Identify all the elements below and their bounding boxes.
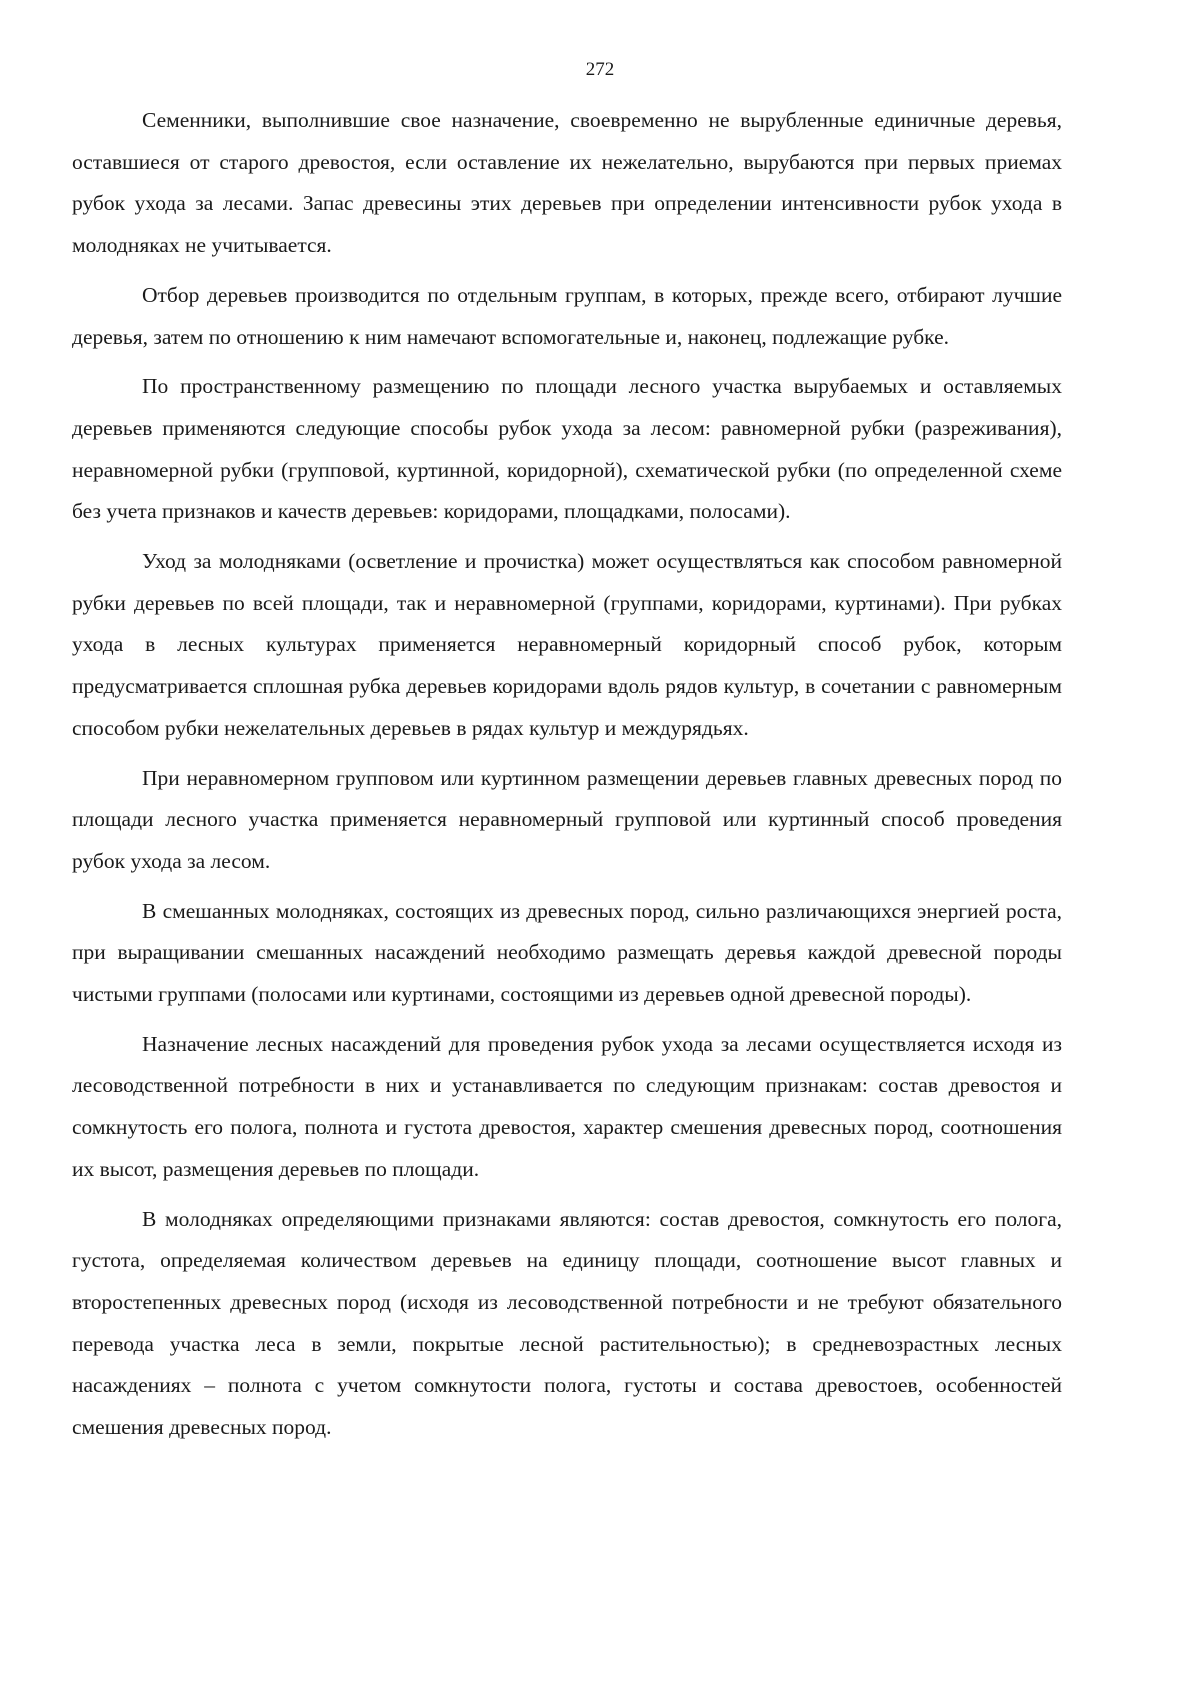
paragraph-mixed-young-stands: В смешанных молодняках, состоящих из древесных пород, сильно различающихся энергией роста, при выращивании смешанных насаждений необходимо размещать деревья каждой древесной породы чистыми группами (полосами или куртинами, состоящими из деревьев одной древесной породы). bbox=[72, 898, 1062, 1007]
paragraph-uneven-placement: При неравномерном групповом или куртинном размещении деревьев главных древесных пород по площади лесного участка применяется неравномерный групповой или куртинный способ проведения рубок ухода за лесом. bbox=[72, 765, 1062, 873]
body-text bbox=[72, 100, 1062, 1457]
paragraph-spatial-methods: По пространственному размещению по площади лесного участка вырубаемых и оставляемых деревьев применяются следующие способы рубок ухода за лесом: равномерной рубки (разреживания), неравномерной рубки (групповой, куртинной, коридорной), схематической рубки (по определенной схеме без учета признаков и качеств деревьев: коридорами, площадками, полосами). bbox=[72, 374, 1062, 524]
paragraph-stand-assignment: Назначение лесных насаждений для проведения рубок ухода за лесами осуществляется исходя из лесоводственной потребности в них и устанавливается по следующим признакам: состав древостоя и сомкнутость его полога, полнота и густота древостоя, характер смешения древесных пород, соотношения их высот, размещения деревьев по площади. bbox=[72, 1031, 1062, 1181]
paragraph-seed-trees: Семенники, выполнившие свое назначение, своевременно не вырубленные единичные деревья, оставшиеся от старого древостоя, если оставление их нежелательно, вырубаются при первых приемах рубок ухода за лесами. Запас древесины этих деревьев при определении интенсивности рубок ухода в молодняках не учитывается. bbox=[72, 108, 1062, 258]
paragraph-young-stands-care: Уход за молодняками (осветление и прочистка) может осуществляться как способом равномерной рубки деревьев по всей площади, так и неравномерной (группами, коридорами, куртинами). При рубках ухода в лесных культурах применяется неравномерный коридорный способ рубок, которым предусматривается сплошная рубка деревьев коридорами вдоль рядов культур, в сочетании с равномерным способом рубки нежелательных деревьев в рядах культур и междурядьях. bbox=[72, 549, 1062, 740]
page-number: 272 bbox=[585, 59, 615, 80]
paragraph-tree-selection: Отбор деревьев производится по отдельным группам, в которых, прежде всего, отбирают лучшие деревья, затем по отношению к ним намечают вспомогательные и, наконец, подлежащие рубке. bbox=[72, 282, 1062, 349]
paragraph-defining-features: В молодняках определяющими признаками являются: состав древостоя, сомкнутость его полога, густота, определяемая количеством деревьев на единицу площади, соотношение высот главных и второстепенных древесных пород (исходя из лесоводственной потребности и не требуют обязательного перевода участка леса в земли, покрытые лесной растительностью); в средневозрастных лесных насаждениях – полнота с учетом сомкнутости полога, густоты и состава древостоев, особенностей смешения древесных пород. bbox=[72, 1206, 1062, 1440]
